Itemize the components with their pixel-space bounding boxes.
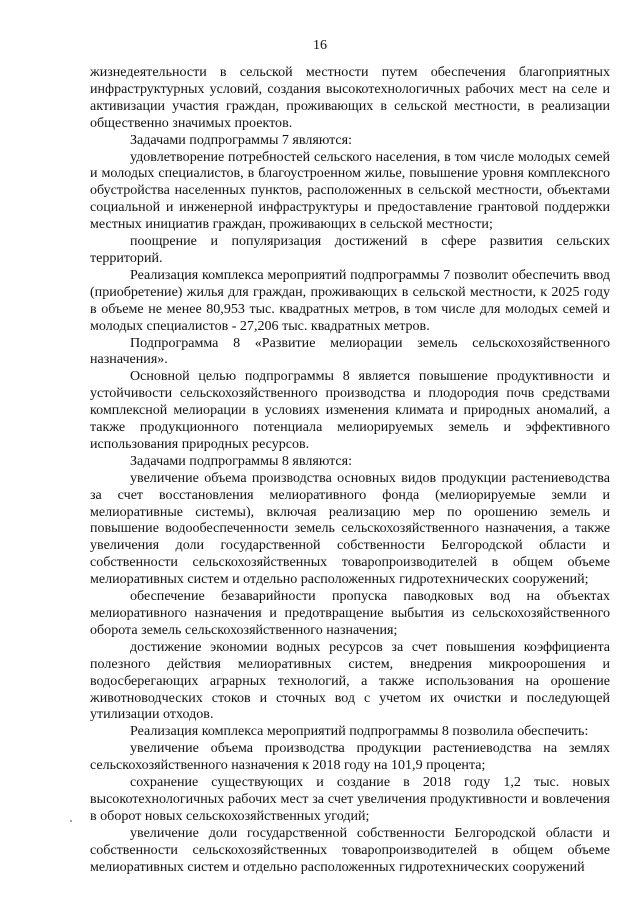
paragraph: увеличение объема производства продукции растениеводства на землях сельскохозяйственного назначения к 2018 году на 101,9 процента; — [90, 740, 610, 774]
paragraph: Задачами подпрограммы 8 являются: — [130, 452, 353, 469]
paragraph: достижение экономии водных ресурсов за счет повышения коэффициента полезного действия мелиоративных систем, внедрения микроорошения и водосберегающих аграрных технологий, а также использования на орошение животноводческих стоков и сточных вод с учетом их очистки и последующей утилизации отходов. — [90, 638, 610, 723]
paragraph: поощрение и популяризация достижений в сфере развития сельских территорий. — [90, 233, 610, 266]
page-number: 16 — [313, 38, 327, 53]
document-body — [90, 64, 610, 876]
paragraph: Реализация комплекса мероприятий подпрограммы 7 позволит обеспечить ввод (приобретение) жилья для граждан, проживающих в сельской местности, к 2025 году в объеме не менее 80,953 тыс. квадратных метров, в том числе для молодых семей и молодых специалистов - 27,206 тыс. квадратных метров. — [90, 266, 610, 334]
paragraph: удовлетворение потребностей сельского населения, в том числе молодых семей и молодых специалистов, в благоустроенном жилье, повышение уровня комплексного обустройства населенных пунктов, расположенных в сельской местности, объектами социальной и инженерной инфраструктуры и предоставление грантовой поддержки местных инициатив граждан, проживающих в сельской местности; — [90, 148, 610, 233]
paragraph: обеспечение безаварийности пропуска паводковых вод на объектах мелиоративного назначения и предотвращение выбытия из сельскохозяйственного оборота земель сельскохозяйственного назначения; — [90, 588, 610, 638]
scan-artifact — [70, 820, 72, 822]
paragraph: сохранение существующих и создание в 2018 году 1,2 тыс. новых высокотехнологичных рабочих мест за счет увеличения продуктивности и вовлечения в оборот новых сельскохозяйственных угодий; — [90, 774, 610, 824]
paragraph: увеличение доли государственной собственности Белгородской области и собственности сельскохозяйственных товаропроизводителей в общем объеме мелиоративных систем и отдельно расположенных гидротехнических сооружений — [90, 824, 610, 875]
paragraph: Задачами подпрограммы 7 являются: — [130, 131, 353, 148]
paragraph: Подпрограмма 8 «Развитие мелиорации земель сельскохозяйственного назначения». — [90, 334, 610, 368]
paragraph: Основной целью подпрограммы 8 является повышение продуктивности и устойчивости сельскохозяйственного производства и плодородия почв средствами комплексной мелиорации в условиях изменения климата и природных аномалий, а также продукционного потенциала мелиорируемых земель и эффективного использования природных ресурсов. — [90, 368, 610, 452]
paragraph: увеличение объема производства основных видов продукции растениеводства за счет восстановления мелиоративного фонда (мелиорируемые земли и мелиоративные системы), включая реализацию мер по орошению земель и повышение водообеспеченности земель сельскохозяйственного назначения, а также увеличения доли государственной собственности Белгородской области и собственности сельскохозяйственных товаропроизводителей в общем объеме мелиоративных систем и отдельно расположенных гидротехнических сооружений; — [90, 469, 610, 588]
paragraph: жизнедеятельности в сельской местности путем обеспечения благоприятных инфраструктурных условий, создания высокотехнологичных рабочих мест на селе и активизации участия граждан, проживающих в сельской местности, в реализации общественно значимых проектов. — [90, 64, 610, 131]
paragraph: Реализация комплекса мероприятий подпрограммы 8 позволила обеспечить: — [130, 723, 589, 740]
